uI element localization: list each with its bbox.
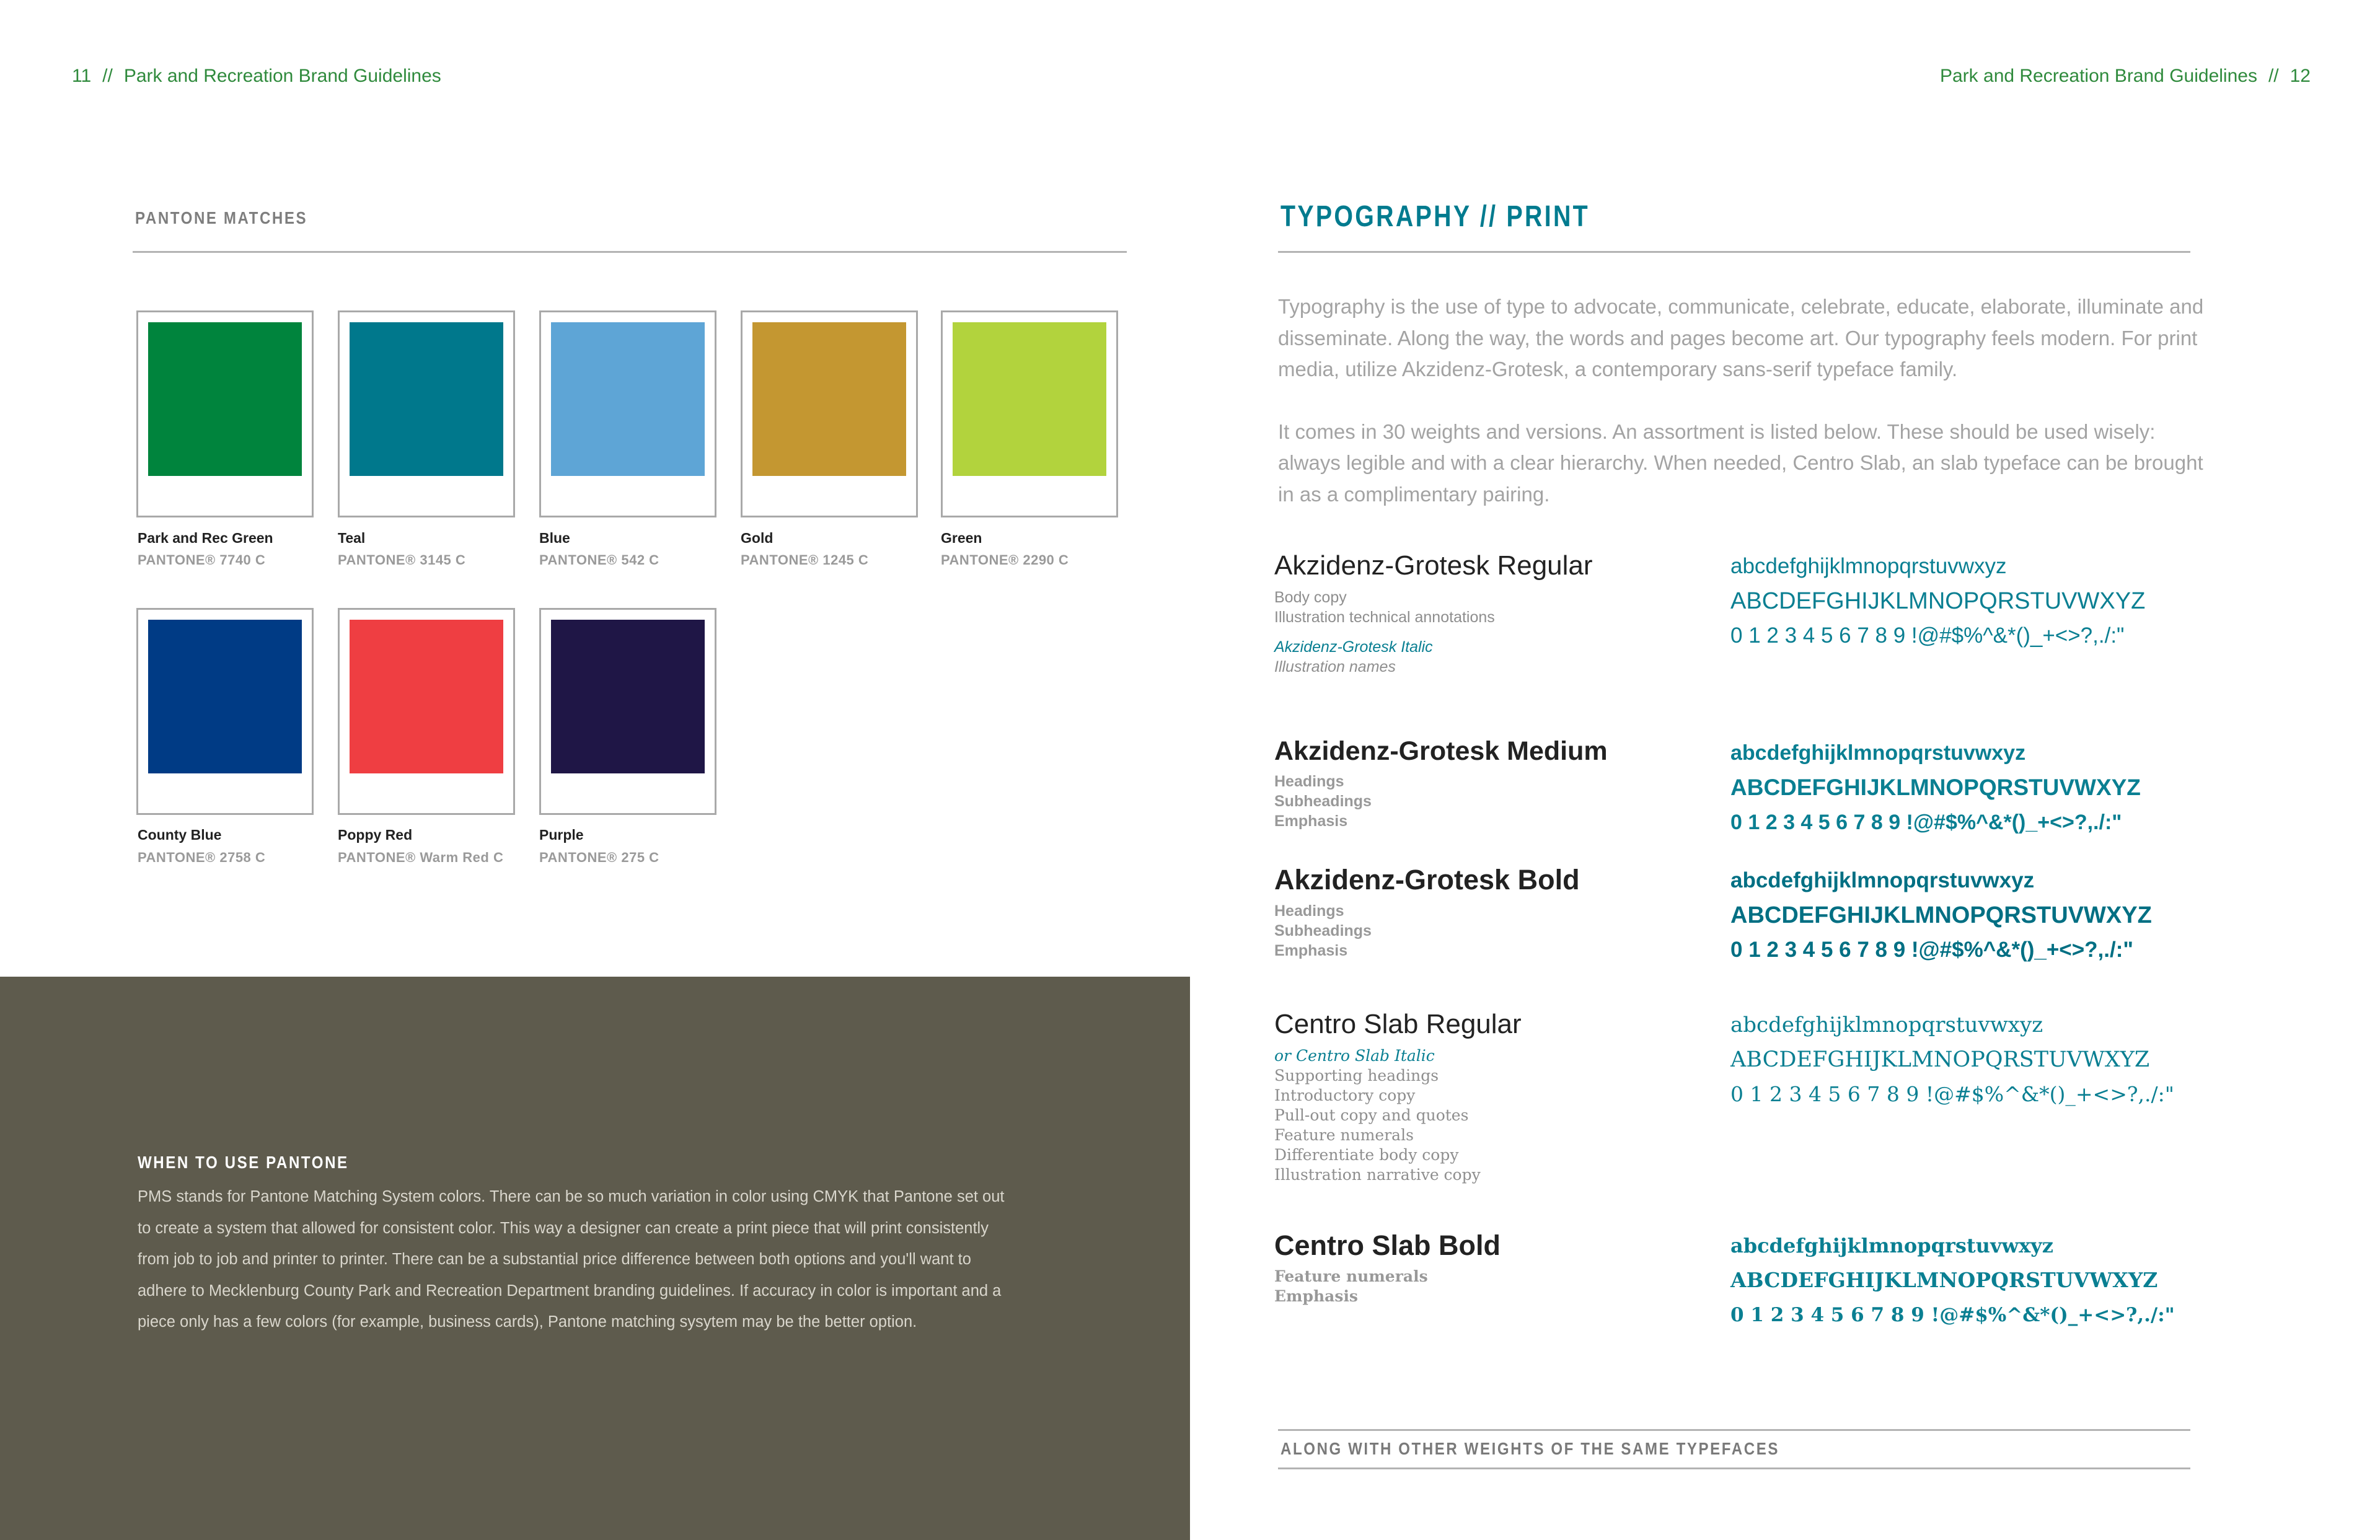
right-running-header xyxy=(1940,66,2311,87)
swatch-code: PANTONE® 275 C xyxy=(539,850,659,865)
sample-cs-regular xyxy=(1730,1008,2174,1112)
swatch-gold xyxy=(741,310,918,517)
sample-uppercase: ABCDEFGHIJKLMNOPQRSTUVWXYZ xyxy=(1730,1268,2158,1292)
swatch-poppy-red xyxy=(338,608,515,815)
font-use: Headings xyxy=(1274,773,1344,790)
when-to-use-body: PMS stands for Pantone Matching System colors. There can be so much variation in color using CMYK that Pantone set out to create a system that allowed for consistent color. This way a designer can create a print piece that will print consistently from job to job and printer to printer. There can be a substantial price difference between both options and you'll want to adhere to Mecklenburg County Park and Recreation Department branding guidelines. If accuracy in color is important and a piece only has a few colors (for example, business cards), Pantone matching sysytem may be the better option. xyxy=(138,1188,1005,1331)
sample-cs-bold xyxy=(1730,1228,2175,1332)
swatch-color xyxy=(752,322,906,476)
swatch-code: PANTONE® 7740 C xyxy=(138,552,266,568)
swatch-green xyxy=(941,310,1118,517)
font-use: Headings xyxy=(1274,902,1344,920)
sample-ag-bold xyxy=(1730,863,2152,967)
font-use: Body copy xyxy=(1274,589,1347,606)
swatch-blue xyxy=(539,310,716,517)
pantone-heading-rule xyxy=(133,251,1127,253)
left-running-header xyxy=(72,66,441,87)
font-name: Akzidenz-Grotesk Medium xyxy=(1274,736,1608,766)
footer-rule-top xyxy=(1278,1429,2190,1431)
font-block-ag-regular xyxy=(1274,550,1593,677)
sample-lowercase: abcdefghijklmnopqrstuvwxyz xyxy=(1730,1013,2043,1037)
intro-paragraph-2: It comes in 30 weights and versions. An assortment is listed below. These should be used wisely: always legible and with a clear hierarchy. When needed, Centro Slab, an slab typeface can be brought in as a complimentary pairing. xyxy=(1278,420,2203,506)
font-use: Subheadings xyxy=(1274,922,1372,939)
font-use: Illustration technical annotations xyxy=(1274,609,1495,626)
sample-uppercase: ABCDEFGHIJKLMNOPQRSTUVWXYZ xyxy=(1730,1047,2150,1072)
swatch-name: Gold xyxy=(741,530,774,546)
typography-intro xyxy=(1278,291,2220,541)
swatch-code: PANTONE® Warm Red C xyxy=(338,850,504,865)
swatch-name: Blue xyxy=(539,530,570,546)
font-block-cs-bold xyxy=(1274,1230,1501,1306)
pantone-matches-heading: PANTONE MATCHES xyxy=(135,208,308,227)
font-use: Feature numerals xyxy=(1274,1126,1414,1144)
sample-digits: 0 1 2 3 4 5 6 7 8 9 !@#$%^&*()_+<>?,./:" xyxy=(1730,811,2122,834)
when-to-use-heading: WHEN TO USE PANTONE xyxy=(138,1153,349,1172)
swatch-county-blue xyxy=(136,608,314,815)
swatch-name: Park and Rec Green xyxy=(138,530,273,546)
right-page-number: 12 xyxy=(2290,66,2311,86)
swatch-park-and-rec-green xyxy=(136,310,314,517)
swatch-code: PANTONE® 3145 C xyxy=(338,552,466,568)
sample-ag-regular xyxy=(1730,549,2145,653)
font-use: Differentiate body copy xyxy=(1274,1146,1459,1164)
typography-heading-rule xyxy=(1278,251,2190,253)
intro-paragraph-1: Typography is the use of type to advocate, communicate, celebrate, educate, elaborate, illuminate and disseminate. Along the way, the words and pages become art. Our typography feels modern. For print media, utilize Akzidenz-Grotesk, a contemporary sans-serif typeface family. xyxy=(1278,295,2204,381)
swatch-color xyxy=(350,620,503,773)
font-name: Akzidenz-Grotesk Regular xyxy=(1274,550,1593,581)
swatch-color xyxy=(551,620,705,773)
font-block-ag-medium xyxy=(1274,736,1608,831)
font-block-cs-regular xyxy=(1274,1009,1522,1185)
swatch-name: Poppy Red xyxy=(338,827,413,843)
left-header-separator: // xyxy=(102,66,113,86)
font-use: Illustration narrative copy xyxy=(1274,1166,1481,1184)
typography-heading: TYPOGRAPHY // PRINT xyxy=(1280,200,1590,233)
sample-lowercase: abcdefghijklmnopqrstuvwxyz xyxy=(1730,1234,2053,1257)
swatch-code: PANTONE® 542 C xyxy=(539,552,659,568)
font-use: Illustration names xyxy=(1274,658,1396,675)
italic-font-name: Akzidenz-Grotesk Italic xyxy=(1274,638,1433,656)
sample-uppercase: ABCDEFGHIJKLMNOPQRSTUVWXYZ xyxy=(1730,775,2141,800)
font-use: Feature numerals xyxy=(1274,1267,1428,1285)
font-use: Subheadings xyxy=(1274,793,1372,810)
swatch-name: Green xyxy=(941,530,982,546)
font-name: Centro Slab Regular xyxy=(1274,1009,1522,1039)
sample-ag-medium xyxy=(1730,736,2141,840)
right-header-separator: // xyxy=(2268,66,2279,86)
font-use: Supporting headings xyxy=(1274,1067,1439,1085)
footer-rule-bottom xyxy=(1278,1467,2190,1469)
swatch-name: Purple xyxy=(539,827,584,843)
font-block-ag-bold xyxy=(1274,864,1580,961)
swatch-color xyxy=(350,322,503,476)
sample-digits: 0 1 2 3 4 5 6 7 8 9 !@#$%^&*()_+<>?,./:" xyxy=(1730,1304,2175,1326)
left-header-title: Park and Recreation Brand Guidelines xyxy=(123,66,441,86)
swatch-name: County Blue xyxy=(138,827,222,843)
swatch-code: PANTONE® 1245 C xyxy=(741,552,869,568)
swatch-purple xyxy=(539,608,716,815)
left-page-number: 11 xyxy=(72,66,92,86)
swatch-teal xyxy=(338,310,515,517)
font-use: Emphasis xyxy=(1274,1287,1359,1305)
swatch-name: Teal xyxy=(338,530,366,546)
sample-digits: 0 1 2 3 4 5 6 7 8 9 !@#$%^&*()_+<>?,./:" xyxy=(1730,938,2133,962)
font-use: Emphasis xyxy=(1274,812,1348,830)
sample-uppercase: ABCDEFGHIJKLMNOPQRSTUVWXYZ xyxy=(1730,902,2152,928)
sample-lowercase: abcdefghijklmnopqrstuvwxyz xyxy=(1730,868,2035,892)
font-use: Introductory copy xyxy=(1274,1086,1416,1104)
italic-font-name: or Centro Slab Italic xyxy=(1274,1047,1435,1065)
font-name: Centro Slab Bold xyxy=(1274,1230,1501,1261)
swatch-color xyxy=(148,620,302,773)
swatch-code: PANTONE® 2758 C xyxy=(138,850,266,865)
footer-label: ALONG WITH OTHER WEIGHTS OF THE SAME TYPEFACES xyxy=(1280,1439,1779,1458)
sample-lowercase: abcdefghijklmnopqrstuvwxyz xyxy=(1730,554,2007,578)
swatch-code: PANTONE® 2290 C xyxy=(941,552,1069,568)
right-header-title: Park and Recreation Brand Guidelines xyxy=(1939,66,2257,86)
swatch-color xyxy=(551,322,705,476)
swatch-color xyxy=(148,322,302,476)
sample-digits: 0 1 2 3 4 5 6 7 8 9 !@#$%^&*()_+<>?,./:" xyxy=(1730,1082,2174,1106)
sample-digits: 0 1 2 3 4 5 6 7 8 9 !@#$%^&*()_+<>?,./:" xyxy=(1730,623,2125,648)
sample-lowercase: abcdefghijklmnopqrstuvwxyz xyxy=(1730,741,2026,765)
font-use: Emphasis xyxy=(1274,942,1348,959)
sample-uppercase: ABCDEFGHIJKLMNOPQRSTUVWXYZ xyxy=(1730,588,2146,614)
swatch-color xyxy=(953,322,1106,476)
font-name: Akzidenz-Grotesk Bold xyxy=(1274,864,1580,895)
font-use: Pull-out copy and quotes xyxy=(1274,1106,1469,1124)
